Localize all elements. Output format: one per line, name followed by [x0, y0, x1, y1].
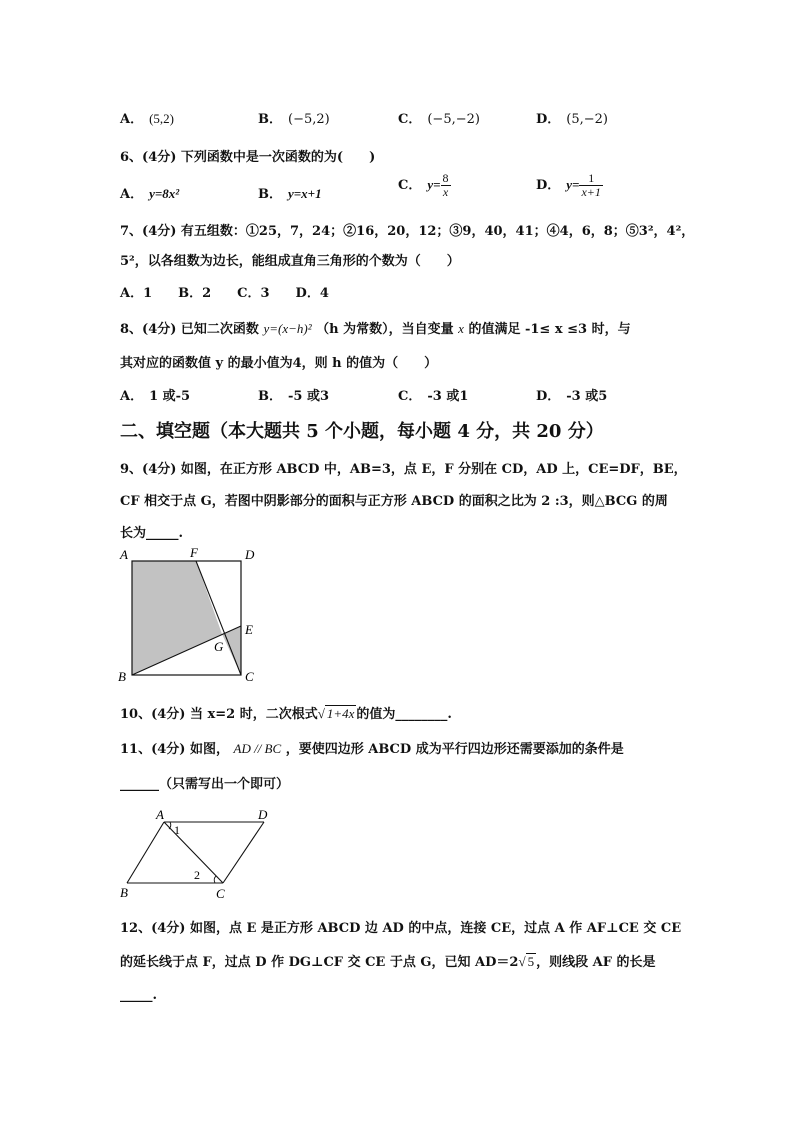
q6-option-a-label: A． [120, 187, 144, 202]
q6-option-b [258, 183, 322, 202]
q9-line2: CF 相交于点 G，若图中阴影部分的面积与正方形 ABCD 的面积之比为 2 :3，则△BCG 的周 [120, 494, 668, 509]
q11-label-angle2: 2 [194, 868, 200, 882]
q8-line1-c: 的值满足 -1≤ x ≤3 时，与 [468, 322, 631, 337]
q8-option-a [120, 385, 190, 404]
q12-line2-a: 的延长线于点 F，过点 D 作 DG⊥CF 交 CE 于点 G，已知 AD＝2 [120, 955, 519, 970]
q12-sqrt: √ 5 [518, 954, 535, 969]
q8-line1 [120, 318, 631, 337]
q8-option-d-value: -3 或5 [566, 389, 608, 404]
q11-label-d: D [258, 807, 268, 822]
q9-line1: 9、(4分) 如图，在正方形 ABCD 中，AB=3，点 E，F 分别在 CD，AD 上，CE=DF，BE， [120, 462, 687, 477]
q11-side-ab [127, 822, 164, 883]
q10-suffix: 的值为________. [356, 707, 452, 722]
q5-option-b-value: (−5,2) [288, 112, 330, 127]
q11-formula: AD // BC [233, 741, 282, 756]
q10-radicand: 1+4x [326, 706, 355, 721]
q8-line1-a: 8、(4分) 已知二次函数 [120, 322, 259, 337]
q6-option-b-label: B． [258, 187, 282, 202]
q6-option-d-fraction [579, 172, 602, 199]
q8-option-c-value: -3 或1 [427, 389, 469, 404]
q11-figure [112, 805, 282, 900]
q5-option-d [536, 108, 608, 127]
q9-shaded-quadrilateral [132, 561, 222, 675]
q8-option-b-value: -5 或3 [288, 389, 330, 404]
q11-label-angle1: 1 [174, 823, 180, 837]
q8-line1-x: x [458, 321, 464, 336]
q11-angle2-arc [214, 876, 216, 883]
q11-label-c: C [216, 886, 225, 900]
section2-heading: 二、填空题（本大题共 5 个小题，每小题 4 分，共 20 分） [120, 421, 604, 442]
q9-label-e: E [245, 622, 253, 637]
q8-option-c-label: C． [398, 389, 422, 404]
q11-line2: ______（只需写出一个即可） [120, 777, 290, 792]
q10-sqrt: √ 1+4x [317, 706, 355, 721]
q5-option-c [398, 108, 480, 127]
q5-option-a-value: (5,2) [149, 111, 175, 126]
q6-option-d-label: D． [536, 178, 561, 193]
q6-option-c-prefix: y= [427, 177, 441, 192]
q11-label-a: A [156, 807, 164, 822]
q8-line1-b: （h 为常数），当自变量 [316, 322, 454, 337]
q6-option-c-label: C． [398, 178, 422, 193]
q6-option-a [120, 183, 179, 202]
q6-option-c [398, 172, 451, 199]
q6-option-b-value: y=x+1 [288, 186, 322, 201]
q11-prefix: 11、(4分) 如图， [120, 742, 229, 757]
q6-option-c-numerator: 8 [442, 171, 449, 185]
q7-options: A．1 B．2 C．3 D．4 [120, 286, 329, 301]
q8-option-c [398, 385, 468, 404]
q5-option-a [120, 108, 174, 127]
q9-label-c: C [245, 669, 254, 684]
q5-option-d-value: (5,−2) [566, 112, 608, 127]
q6-option-d-prefix: y= [566, 177, 580, 192]
q10-line [120, 703, 452, 722]
q10-prefix: 10、(4分) 当 x=2 时，二次根式 [120, 707, 318, 722]
q8-line1-formula: y=(x−h)² [263, 321, 312, 336]
q8-option-d [536, 385, 607, 404]
q11-suffix: ，要使四边形 ABCD 成为平行四边形还需要添加的条件是 [285, 742, 624, 757]
q8-option-d-label: D． [536, 389, 561, 404]
q9-label-g: G [214, 639, 224, 654]
q6-option-d [536, 172, 603, 199]
q7-line1: 7、(4分) 有五组数：①25，7，24；②16，20，12；③9，40，41；④4，6，8；⑤3²，4²， [120, 224, 695, 239]
q6-option-c-fraction [441, 172, 451, 199]
q5-option-a-label: A． [120, 112, 144, 127]
q6-option-c-denominator: x [441, 185, 451, 199]
q12-line1: 12、(4分) 如图，点 E 是正方形 ABCD 边 AD 的中点，连接 CE，过点 A 作 AF⊥CE 交 CE [120, 921, 682, 936]
q5-option-b [258, 108, 330, 127]
q11-line1 [120, 738, 624, 757]
q5-option-d-label: D． [536, 112, 561, 127]
q11-label-b: B [120, 885, 128, 900]
q12-radicand: 5 [527, 954, 535, 969]
q12-line2-b: ，则线段 AF 的长是 [536, 955, 656, 970]
q6-stem: 6、(4分) 下列函数中是一次函数的为( ) [120, 150, 376, 165]
q9-label-a: A [120, 547, 128, 562]
q9-line3: 长为_____. [120, 526, 184, 541]
q9-label-f: F [190, 545, 198, 560]
q5-option-b-label: B． [258, 112, 282, 127]
q12-line2 [120, 951, 655, 970]
q9-figure [110, 545, 270, 685]
q9-label-b: B [118, 669, 126, 684]
q6-option-d-numerator: 1 [588, 171, 595, 185]
q6-option-a-value: y=8x² [149, 186, 180, 201]
q6-option-d-denominator: x+1 [581, 185, 601, 199]
q8-line2: 其对应的函数值 y 的最小值为4，则 h 的值为（ ） [120, 356, 438, 371]
q7-line2: 5²，以各组数为边长，能组成直角三角形的个数为（ ） [120, 254, 460, 269]
q12-line3: _____. [120, 988, 158, 1003]
q11-side-dc [223, 822, 264, 883]
q8-option-b [258, 385, 329, 404]
q9-label-d: D [245, 547, 255, 562]
q5-option-c-value: (−5,−2) [427, 112, 480, 127]
q8-option-b-label: B． [258, 389, 282, 404]
q8-option-a-label: A． [120, 389, 144, 404]
q5-option-c-label: C． [398, 112, 422, 127]
q8-option-a-value: 1 或-5 [149, 389, 191, 404]
